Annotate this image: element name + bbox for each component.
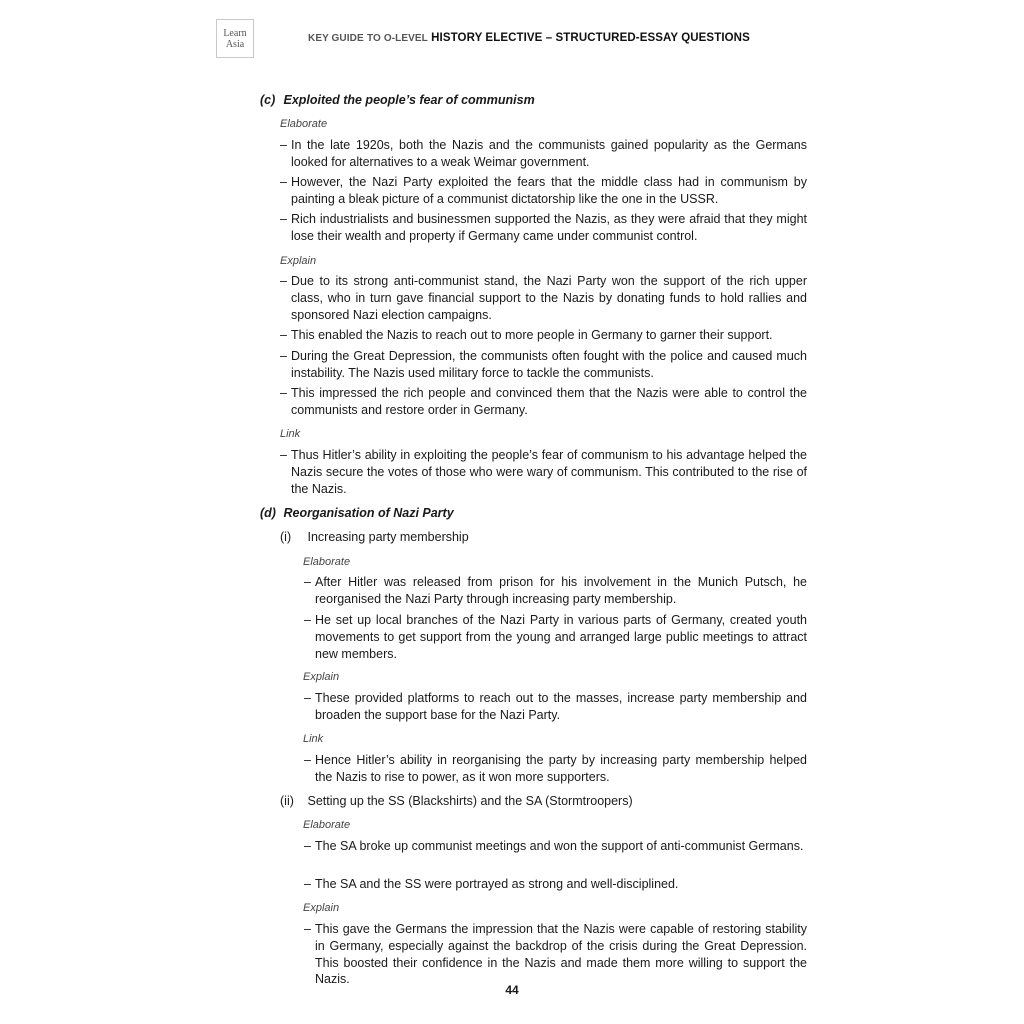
section-d-letter: (d) [260,506,276,520]
section-d-heading [260,506,454,520]
subsection-i-heading [280,530,469,544]
subsection-i-elaborate-label: Elaborate [303,556,351,568]
subsection-ii-explain-label: Explain [303,902,340,914]
list-item: – During the Great Depression, the communists often fought with the police and caused much instability. The Nazis used military force to tackle the communists. [280,349,807,380]
section-c-letter: (c) [260,93,276,107]
list-item: – This impressed the rich people and convinced them that the Nazis were able to control the communists and restore order in Germany. [280,386,807,417]
section-c-link-label: Link [280,428,301,440]
subsection-ii-number: (ii) [280,794,294,808]
subsection-i-title: Increasing party membership [307,530,469,544]
subsection-i-explain-label: Explain [303,671,340,683]
list-item: – In the late 1920s, both the Nazis and the communists gained popularity as the Germans looked for alternatives to a weak Weimar government. [280,138,807,169]
header-guide-to: TO O-LEVEL [367,33,428,44]
subsection-i-number: (i) [280,530,292,544]
list-item: – He set up local branches of the Nazi Party in various parts of Germany, created youth movements to get support from the young and arranged large public meetings to attract new members. [304,613,807,661]
section-c-explain-label: Explain [280,255,317,267]
list-item: – The SA and the SS were portrayed as strong and well-disciplined. [304,877,679,891]
list-item: – Due to its strong anti-communist stand, the Nazi Party won the support of the rich upper class, who in turn gave financial support to the Nazis by donating funds to hold rallies and sponsored Nazi election campaigns. [280,274,807,322]
section-d-title: Reorganisation of Nazi Party [283,506,454,520]
header-guide-prefix: KEY GUIDE [308,33,364,44]
logo-line-1: Learn [223,28,247,39]
page-number: 44 [505,983,519,997]
publisher-logo [216,19,254,58]
list-item: – The SA broke up communist meetings and won the support of anti-communist Germans. [304,839,804,853]
list-item: – However, the Nazi Party exploited the fears that the middle class had in communism by painting a bleak picture of a communist dictatorship like the one in the USSR. [280,175,807,206]
list-item: – This enabled the Nazis to reach out to more people in Germany to garner their support. [280,328,773,342]
subsection-i-link-label: Link [303,733,324,745]
list-item: – After Hitler was released from prison for his involvement in the Munich Putsch, he reorganised the Nazi Party through increasing party membership. [304,575,807,606]
subsection-ii-elaborate-label: Elaborate [303,819,351,831]
section-c-title: Exploited the people’s fear of communism [283,93,535,107]
section-c-elaborate-label: Elaborate [280,118,328,130]
subsection-ii-title: Setting up the SS (Blackshirts) and the SA (Stormtroopers) [307,794,633,808]
list-item: – These provided platforms to reach out to the masses, increase party membership and broaden the support base for the Nazi Party. [304,691,807,722]
list-item: – Thus Hitler’s ability in exploiting the people’s fear of communism to his advantage helped the Nazis secure the votes of those who were wary of communism. This contributed to the rise of the Nazis. [280,448,807,496]
header-title: HISTORY ELECTIVE – STRUCTURED-ESSAY QUESTIONS [431,32,750,44]
list-item: – This gave the Germans the impression that the Nazis were capable of restoring stability in Germany, especially against the backdrop of the crisis during the Great Depression. This boosted their confidence in the Nazis and made them more willing to support the Nazis. [304,922,807,987]
section-c-heading [260,93,535,107]
logo-line-2: Asia [225,39,245,50]
list-item: – Hence Hitler’s ability in reorganising the party by increasing party membership helped the Nazis to rise to power, as it won more supporters. [304,753,807,784]
running-header [308,32,750,44]
subsection-ii-heading [280,794,633,808]
list-item: – Rich industrialists and businessmen supported the Nazis, as they were afraid that they might lose their wealth and property if Germany came under communist control. [280,212,807,243]
